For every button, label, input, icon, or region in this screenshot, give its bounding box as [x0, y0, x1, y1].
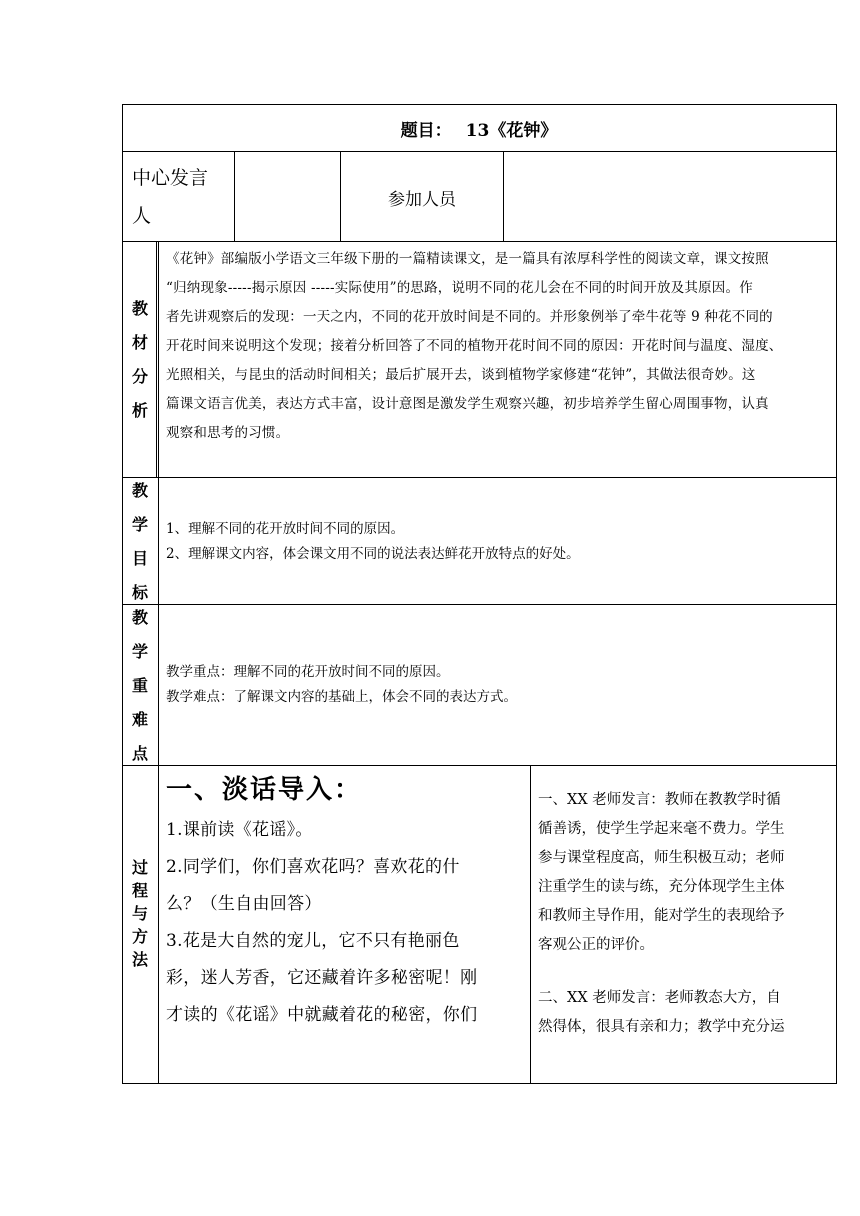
key-point-item: 教学重点：理解不同的花开放时间不同的原因。	[166, 664, 450, 680]
goals-label-char: 教	[131, 480, 148, 500]
process-label-char: 法	[131, 950, 148, 969]
comment-line: 注重学生的读与练，充分体现学生主体	[538, 879, 785, 895]
analysis-label-char: 材	[131, 333, 148, 352]
table-border-right	[836, 104, 837, 1084]
comment-line: 然得体，很具有亲和力；教学中充分运	[538, 1019, 785, 1035]
comment-line: 和教师主导作用，能对学生的表现给予	[538, 908, 785, 924]
goal-item: 2、理解课文内容，体会课文用不同的说法表达鲜花开放特点的好处。	[166, 546, 580, 562]
analysis-line: “归纳现象-----揭示原因 -----实际使用”的思路，说明不同的花儿会在不同的时间开放及其原因。作	[166, 280, 753, 296]
analysis-text	[166, 243, 830, 477]
process-content	[166, 768, 526, 1084]
speaker-label: 中心发言人	[132, 167, 209, 227]
title-label: 题目：	[400, 120, 452, 141]
process-line: 么？（生自由回答）	[166, 894, 322, 914]
comment-line: 客观公正的评价。	[538, 937, 654, 953]
title-text: 13《花钟》	[465, 120, 558, 141]
participants-label: 参加人员	[388, 189, 456, 210]
col-divider	[530, 765, 531, 1084]
process-label-char: 过	[131, 858, 148, 877]
analysis-label	[122, 242, 158, 478]
analysis-label-char: 教	[131, 299, 148, 318]
process-line: 才读的《花谣》中就藏着花的秘密，你们	[166, 1005, 478, 1025]
goals-list	[166, 480, 830, 604]
teacher-comments	[538, 786, 832, 1084]
key-point-item: 教学难点：了解课文内容的基础上，体会不同的表达方式。	[166, 689, 517, 705]
comment-line: 参与课堂程度高，师生积极互动；老师	[538, 850, 785, 866]
col-divider	[234, 152, 235, 242]
analysis-label-char: 析	[131, 401, 148, 420]
key-points-label-char: 重	[131, 675, 148, 695]
speaker-value	[236, 152, 339, 242]
key-points-label-char: 难	[131, 709, 148, 729]
key-points-label	[122, 605, 158, 766]
process-line: 2.同学们，你们喜欢花吗？喜欢花的什	[166, 857, 460, 877]
row-divider	[122, 604, 837, 605]
comment-gap	[538, 960, 832, 984]
process-label-char: 与	[131, 904, 148, 923]
goals-label-char: 目	[131, 548, 148, 568]
analysis-line: 开花时间来说明这个发现；接着分析回答了不同的植物开花时间不同的原因：开花时间与温度、湿度、	[166, 338, 783, 354]
analysis-line: 光照相关，与昆虫的活动时间相关；最后扩展开去，谈到植物学家修建“花钟”，其做法很奇妙。这	[166, 367, 756, 383]
process-line: 彩，迷人芳香，它还藏着许多秘密呢！刚	[166, 968, 478, 988]
comment-line: 循善诱，使学生学起来毫不费力。学生	[538, 821, 785, 837]
participants-value	[505, 152, 835, 242]
goals-label-char: 学	[131, 514, 148, 534]
analysis-line: 《花钟》部编版小学语文三年级下册的一篇精读课文，是一篇具有浓厚科学性的阅读文章，课文按照	[166, 251, 769, 267]
analysis-label-char: 分	[131, 367, 148, 386]
lesson-title	[122, 104, 836, 152]
process-line: 1.课前读《花谣》。	[166, 820, 313, 840]
analysis-line: 观察和思考的习惯。	[166, 425, 290, 441]
process-label	[122, 766, 158, 1084]
comment-line: 一、XX 老师发言：教师在教教学时循	[538, 792, 781, 808]
goal-item: 1、理解不同的花开放时间不同的原因。	[166, 521, 405, 537]
comment-line: 二、XX 老师发言：老师教态大方，自	[538, 990, 781, 1006]
analysis-line: 篇课文语言优美，表达方式丰富，设计意图是激发学生观察兴趣，初步培养学生留心周围事物，认真	[166, 396, 769, 412]
goals-label-char: 标	[131, 582, 148, 602]
process-label-char: 方	[131, 927, 148, 946]
label-col-divider	[158, 241, 159, 1084]
row-divider	[122, 477, 837, 478]
process-heading: 一、淡话导入：	[166, 775, 363, 805]
row-divider	[122, 765, 837, 766]
analysis-line: 者先讲观察后的发现：一天之内，不同的花开放时间是不同的。并形象例举了牵牛花等 9 种花不同的	[166, 309, 773, 325]
goals-label	[122, 478, 158, 605]
key-points-label-char: 点	[131, 743, 148, 763]
key-points-list	[166, 606, 830, 764]
key-points-label-char: 教	[131, 607, 148, 627]
key-points-label-char: 学	[131, 641, 148, 661]
process-label-char: 程	[131, 881, 148, 900]
process-line: 3.花是大自然的宠儿，它不只有艳丽色	[166, 931, 460, 951]
